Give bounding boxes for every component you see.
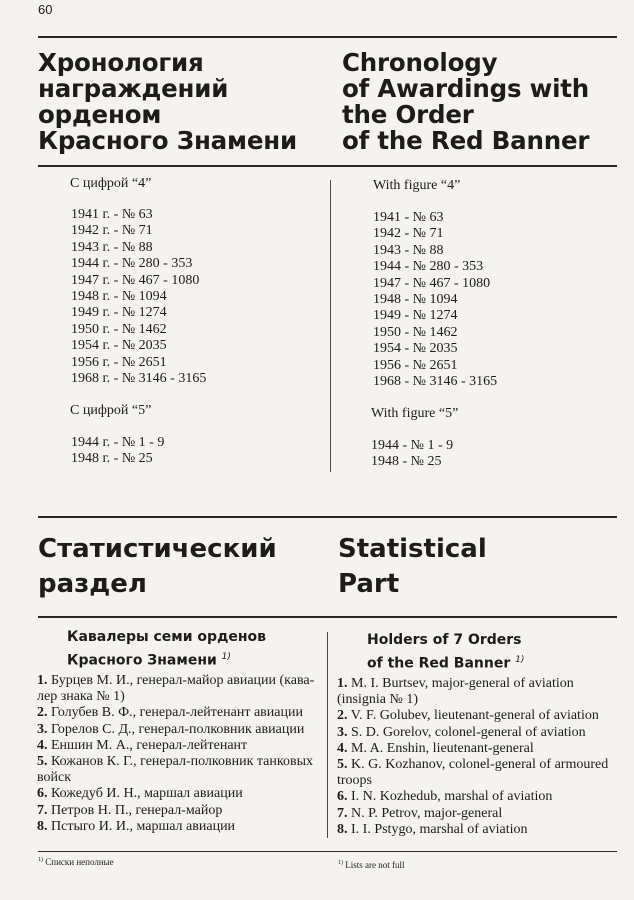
list-item: 1947 - № 467 - 1080 xyxy=(373,275,491,291)
list-item: 6. Кожедуб И. Н., маршал авиации xyxy=(37,786,243,802)
list-item: 1944 - № 280 - 353 xyxy=(373,259,484,275)
holders-list-en xyxy=(337,676,622,838)
list-item: 1968 - № 3146 - 3165 xyxy=(373,374,498,390)
list-item: 1. Бурцев М. И., генерал-майор авиации (кава-лер знака № 1) xyxy=(37,673,315,705)
list-item: 1944 г. - № 1 - 9 xyxy=(71,435,165,450)
list-item: 1941 - № 63 xyxy=(373,210,444,225)
list-item: 1948 г. - № 1094 xyxy=(71,289,167,305)
statistical-title-en: Statistical Part xyxy=(338,534,487,599)
list-item: 1949 - № 1274 xyxy=(373,308,458,324)
list-item: 4. Еншин М. А., генерал-лейтенант xyxy=(37,737,248,753)
figure4-label-en: With figure “4” xyxy=(373,178,461,193)
list-item: 1944 - № 1 - 9 xyxy=(371,438,454,453)
list-item: 3. S. D. Gorelov, colonel-general of aviation xyxy=(337,724,586,740)
list-item: 8. I. I. Pstygo, marshal of aviation xyxy=(337,821,528,837)
figure5-list-en xyxy=(371,438,453,471)
figure4-list-ru xyxy=(71,207,206,387)
list-item: 1942 г. - № 71 xyxy=(71,223,153,239)
list-item: 4. M. A. Enshin, lieutenant-general xyxy=(337,740,534,756)
page-number: 60 xyxy=(38,2,53,17)
list-item: 1954 г. - № 2035 xyxy=(71,338,167,354)
list-item: 2. Голубев В. Ф., генерал-лейтенант авиации xyxy=(37,705,303,721)
list-item: 1947 г. - № 467 - 1080 xyxy=(71,272,200,288)
statistical-title-ru: Статистический раздел xyxy=(38,534,277,599)
chronology-title-en: Chronology of Awardings with the Order of the Red Banner xyxy=(342,48,590,155)
statistical-title-rule xyxy=(38,616,617,618)
chronology-title-ru: Хронология награждений орденом Красного Знамени xyxy=(38,48,297,155)
list-item: 1948 - № 25 xyxy=(371,454,442,470)
holders-title-en: Holders of 7 Orders of the Red Banner $^{1)}$ xyxy=(367,632,525,672)
footnote-en: $^{1)}$ Lists are not full xyxy=(338,860,405,870)
list-item: 6. I. N. Kozhedub, marshal of aviation xyxy=(337,789,553,805)
list-item: 5. Кожанов К. Г., генерал-полковник танковых войск xyxy=(37,754,313,786)
chronology-column-divider xyxy=(330,180,331,472)
list-item: 3. Горелов С. Д., генерал-полковник авиации xyxy=(37,721,305,737)
list-item: 1950 - № 1462 xyxy=(373,324,458,340)
list-item: 1948 - № 1094 xyxy=(373,292,458,308)
list-item: 1968 г. - № 3146 - 3165 xyxy=(71,371,207,387)
list-item: 1941 г. - № 63 xyxy=(71,207,153,222)
list-item: 1949 г. - № 1274 xyxy=(71,305,167,321)
figure5-label-ru: С цифрой “5” xyxy=(70,403,152,418)
figure4-list-en xyxy=(373,210,497,390)
list-item: 1943 - № 88 xyxy=(373,242,444,258)
list-item: 1956 - № 2651 xyxy=(373,357,458,373)
list-item: 1942 - № 71 xyxy=(373,226,444,242)
figure5-label-en: With figure “5” xyxy=(371,406,459,421)
list-item: 1. M. I. Burtsev, major-general of aviation (insignia № 1) xyxy=(337,676,574,708)
holders-list-ru xyxy=(37,673,327,835)
list-item: 2. V. F. Golubev, lieutenant-general of aviation xyxy=(337,708,599,724)
list-item: 1954 - № 2035 xyxy=(373,341,458,357)
list-item: 8. Пстыго И. И., маршал авиации xyxy=(37,818,236,834)
footnote-rule xyxy=(38,851,617,852)
list-item: 7. N. P. Petrov, major-general xyxy=(337,805,503,821)
figure4-label-ru: С цифрой “4” xyxy=(70,176,152,191)
holders-title-ru: Кавалеры семи орденов Красного Знамени $^{1)}$ xyxy=(67,629,267,669)
list-item: 1950 г. - № 1462 xyxy=(71,321,167,337)
top-rule xyxy=(38,36,617,38)
list-item: 7. Петров Н. П., генерал-майор xyxy=(37,802,223,818)
footnote-ru: $^{1)}$ Списки неполные xyxy=(38,857,114,867)
list-item: 1943 г. - № 88 xyxy=(71,239,153,255)
statistical-column-divider xyxy=(327,632,328,838)
list-item: 1944 г. - № 280 - 353 xyxy=(71,256,193,272)
chronology-title-rule xyxy=(38,165,617,167)
figure5-list-ru xyxy=(71,435,164,468)
list-item: 1956 г. - № 2651 xyxy=(71,354,167,370)
statistical-top-rule xyxy=(38,516,617,518)
list-item: 1948 г. - № 25 xyxy=(71,451,153,467)
footnote-marker: 1) xyxy=(221,652,231,662)
list-item: 5. K. G. Kozhanov, colonel-general of armoured troops xyxy=(337,757,609,789)
footnote-marker: 1) xyxy=(515,655,525,665)
